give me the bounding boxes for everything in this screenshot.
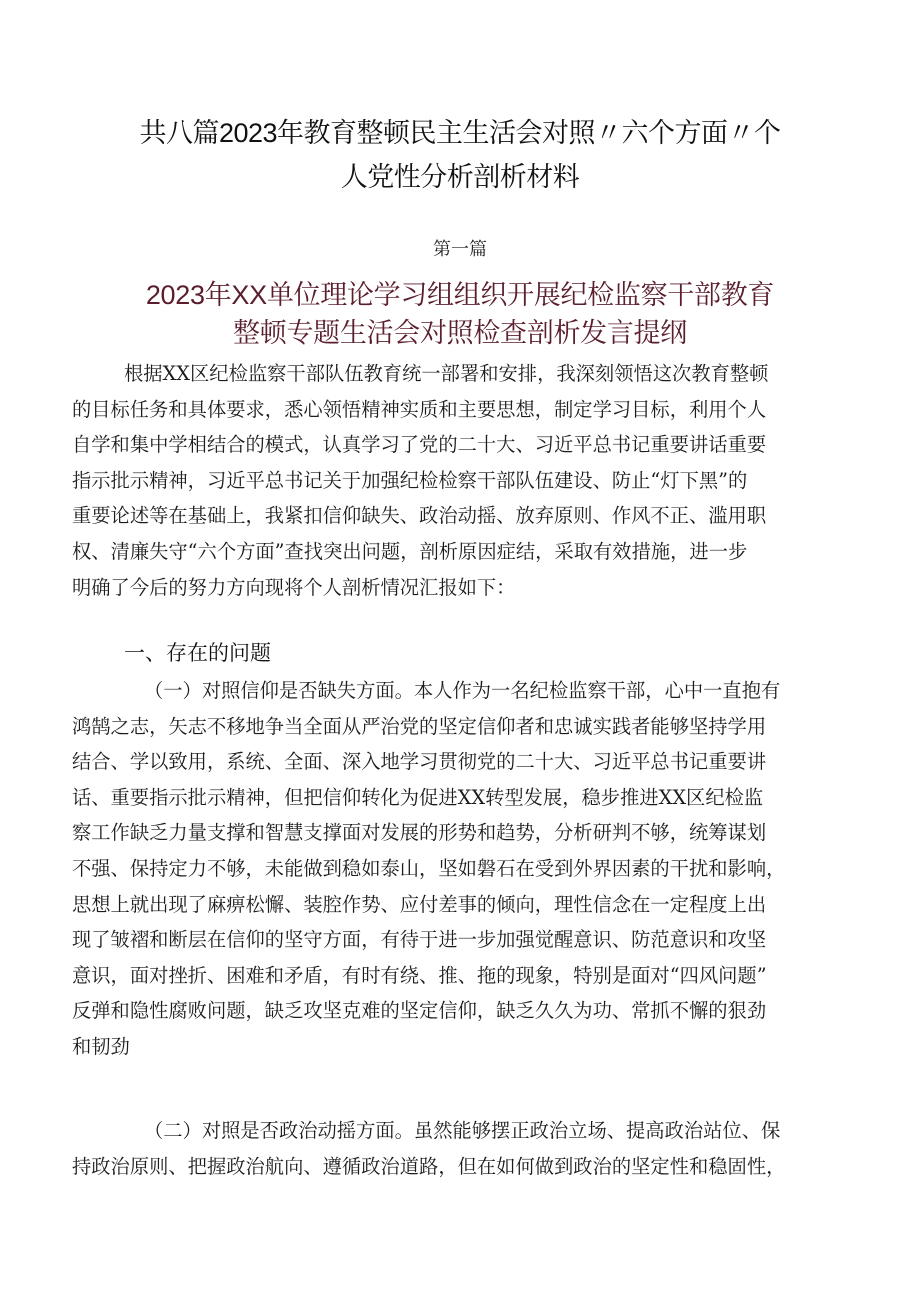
part-one-line: 鸿鹄之志，矢志不移地争当全面从严治党的坚定信仰者和忠诚实践者能够坚持学用 <box>72 714 767 738</box>
part-one-line: 意识，面对挫折、困难和矛盾，有时有绕、推、拖的现象，特别是面对“四风问题” <box>72 963 767 987</box>
part-two-line: （二）对照是否政治动摇方面。虽然能够摆正政治立场、提高政治站位、保 <box>144 1119 781 1142</box>
document-title-line-1: 共八篇2023年教育整顿民主生活会对照〃六个方面〃个 <box>139 118 781 148</box>
section-title-line-2: 整顿专题生活会对照检查剖析发言提纲 <box>233 318 687 348</box>
intro-line: 指示批示精神，习近平总书记关于加强纪检检察干部队伍建设、防止“灯下黑”的 <box>72 468 748 492</box>
intro-line: 明确了今后的努力方向现将个人剖析情况汇报如下： <box>72 575 516 599</box>
part-one-paragraph <box>72 673 852 1065</box>
part-one-line: 现了皱褶和断层在信仰的坚守方面，有待于进一步加强觉醒意识、防范意识和攻坚 <box>72 928 767 952</box>
intro-line: 权、清廉失守“六个方面”查找突出问题，剖析原因症结，采取有效措施，进一步 <box>72 539 748 563</box>
part-one-line: 结合、学以致用，系统、全面、深入地学习贯彻党的二十大、习近平总书记重要讲 <box>72 750 767 774</box>
chapter-label: 第一篇 <box>433 239 487 260</box>
part-one-line: 察工作缺乏力量支撑和智慧支撑面对发展的形势和趋势，分析研判不够，统筹谋划 <box>72 821 767 845</box>
intro-line: 自学和集中学相结合的模式，认真学习了党的二十大、习近平总书记重要讲话重要 <box>72 433 767 457</box>
part-two-paragraph <box>72 1113 852 1184</box>
part-one-line: （一）对照信仰是否缺失方面。本人作为一名纪检监察干部，心中一直抱有 <box>144 679 781 702</box>
part-one-line: 不强、保持定力不够，未能做到稳如泰山，坚如磐石在受到外界因素的干扰和影响， <box>72 856 786 880</box>
document-title-line-2: 人党性分析剖析材料 <box>340 162 580 192</box>
part-one-line: 话、重要指示批示精神，但把信仰转化为促进XX转型发展，稳步推进XX区纪检监 <box>72 785 764 809</box>
part-two-line: 持政治原则、把握政治航向、遵循政治道路，但在如何做到政治的坚定性和稳固性， <box>72 1154 786 1178</box>
intro-paragraph <box>72 356 852 605</box>
heading-existing-problems: 一、存在的问题 <box>124 642 271 665</box>
section-title-line-1: 2023年XX单位理论学习组组织开展纪检监察干部教育 <box>145 280 775 310</box>
part-one-line: 和韧劲 <box>72 1034 130 1058</box>
intro-line: 根据XX区纪检监察干部队伍教育统一部署和安排，我深刻领悟这次教育整顿 <box>124 362 769 385</box>
intro-line: 的目标任务和具体要求，悉心领悟精神实质和主要思想，制定学习目标，利用个人 <box>72 397 767 421</box>
intro-line: 重要论述等在基础上，我紧扣信仰缺失、政治动摇、放弃原则、作风不正、滥用职 <box>72 504 767 528</box>
part-one-line: 反弹和隐性腐败问题，缺乏攻坚克难的坚定信仰，缺乏久久为功、常抓不懈的狠劲 <box>72 999 767 1023</box>
part-one-line: 思想上就出现了麻痹松懈、装腔作势、应付差事的倾向，理性信念在一定程度上出 <box>72 892 767 916</box>
